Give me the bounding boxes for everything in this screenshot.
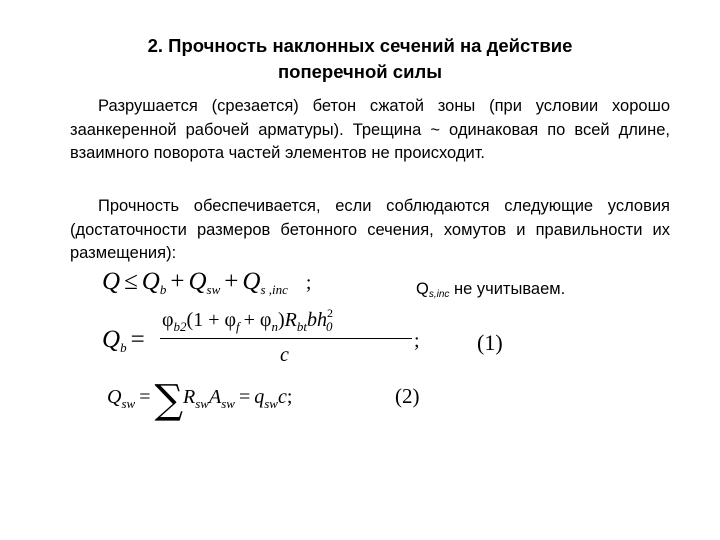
title-line-1: 2. Прочность наклонных сечений на действие bbox=[147, 35, 573, 56]
note-subscript: s,inc bbox=[428, 289, 450, 300]
formula-qb-semicolon: ; bbox=[414, 330, 420, 352]
formula-qsw: $Q_{sw} = \sum R_{sw}A_{sw} = q_{sw}c$; bbox=[107, 377, 293, 423]
formula-qb-fraction-bar bbox=[160, 338, 412, 339]
formula-qb-denominator: c bbox=[280, 344, 289, 366]
formula-qb: $Q_b$ = bbox=[102, 326, 145, 355]
note-symbol: Q bbox=[416, 280, 429, 298]
paragraph-failure-text: Разрушается (срезается) бетон сжатой зоны (при условии хорошо заанкеренной рабочей арматуры). Трещина ~ одинаковая по всей длине, взаимного поворота частей элементов не происходит. bbox=[70, 97, 670, 162]
paragraph-failure bbox=[70, 95, 670, 166]
slide-title bbox=[60, 33, 660, 85]
formula-strength-condition: $Q \le Q_b + Q_{sw} + Q_{s ,inc}$ ; bbox=[102, 268, 312, 297]
equation-number-2: (2) bbox=[395, 384, 420, 408]
paragraph-conditions bbox=[70, 195, 670, 266]
formula-qb-numerator: $\varphi_{b2}(1 + \varphi_f + \varphi_n)R_{bt}bh^2_0$ bbox=[162, 306, 333, 334]
note-qs-inc bbox=[416, 280, 565, 300]
equation-number-1: (1) bbox=[477, 330, 503, 355]
paragraph-conditions-text: Прочность обеспечивается, если соблюдаются следующие условия (достаточности размеров бетонного сечения, хомутов и правильности их размещения): bbox=[70, 197, 670, 262]
note-text: не учитываем. bbox=[449, 280, 566, 298]
title-line-2: поперечной силы bbox=[277, 61, 442, 82]
